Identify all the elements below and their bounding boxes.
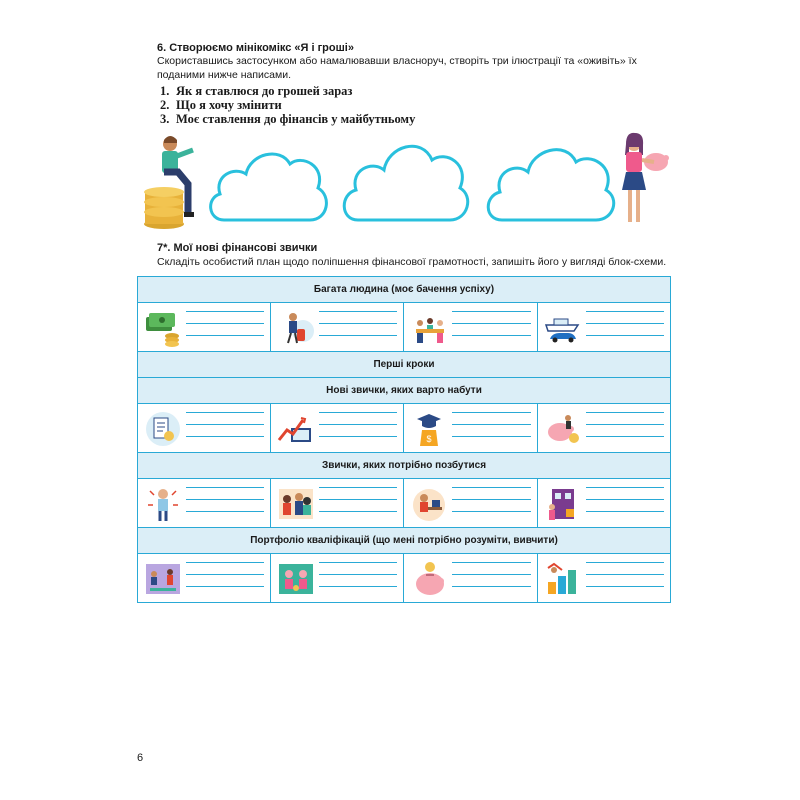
shopping-icon xyxy=(544,485,582,523)
task7-title: 7*. Мої нові фінансові звички xyxy=(157,242,318,254)
table-cell[interactable] xyxy=(138,303,271,352)
table-cell[interactable] xyxy=(271,303,404,352)
task6-list xyxy=(160,84,415,126)
growth-chart-icon xyxy=(277,410,315,448)
band-qualifications: Портфоліо кваліфікацій (що мені потрібно розуміти, вивчити) xyxy=(138,528,671,554)
table-cell[interactable] xyxy=(271,479,404,528)
list-item: 2. Що я хочу змінити xyxy=(160,98,282,112)
band-first-steps: Перші кроки xyxy=(138,352,671,378)
task6-text: Скориставшись застосунком або намалювавши власноруч, створіть три ілюстрації та «оживіть» їх поданими нижче написами. xyxy=(157,55,637,81)
page-number: 6 xyxy=(137,752,144,764)
table-cell[interactable] xyxy=(537,303,670,352)
table-cell[interactable] xyxy=(138,404,271,453)
graduation-money-icon xyxy=(410,410,448,448)
table-cell[interactable] xyxy=(404,303,537,352)
list-item: 1. Як я ставлюся до грошей зараз xyxy=(160,84,353,98)
team-bars-icon xyxy=(144,560,182,598)
task6-title: 6. Створюємо мінікомікс «Я і гроші» xyxy=(157,42,354,54)
cloud-frame-2 xyxy=(336,128,474,230)
money-stack-icon xyxy=(144,309,182,347)
svg-text:$: $ xyxy=(426,434,432,444)
band-rich-person: Багата людина (моє бачення успіху) xyxy=(138,277,671,303)
table-cell[interactable] xyxy=(271,554,404,603)
task7-text: Складіть особистий план щодо поліпшення фінансової грамотності, запишіть його у вигляді блок-схеми. xyxy=(157,256,667,268)
table-cell[interactable] xyxy=(404,554,537,603)
pink-people-icon xyxy=(277,560,315,598)
table-cell[interactable] xyxy=(537,554,670,603)
table-cell[interactable] xyxy=(404,479,537,528)
document-coin-icon xyxy=(144,410,182,448)
table-cell[interactable] xyxy=(537,404,670,453)
person-desk-icon xyxy=(410,485,448,523)
crowd-icon xyxy=(277,485,315,523)
table-cell[interactable] xyxy=(138,554,271,603)
table-cell[interactable] xyxy=(537,479,670,528)
woman-piggy-illustration xyxy=(612,132,672,228)
band-new-habits: Нові звички, яких варто набути xyxy=(138,378,671,404)
band-habits-to-quit: Звички, яких потрібно позбутися xyxy=(138,453,671,479)
piggy-coin-icon xyxy=(410,560,448,598)
stressed-person-icon xyxy=(144,485,182,523)
list-item: 3. Моє ставлення до фінансів у майбутньому xyxy=(160,112,416,126)
man-on-coins-illustration xyxy=(140,132,206,232)
table-cell[interactable] xyxy=(271,404,404,453)
cloud-frame-3 xyxy=(480,130,620,230)
piggy-bank-icon xyxy=(544,410,582,448)
habits-flowchart-table xyxy=(137,276,671,603)
traveler-icon xyxy=(277,309,315,347)
table-cell[interactable] xyxy=(404,404,537,453)
yacht-car-icon xyxy=(544,309,582,347)
chart-blocks-icon xyxy=(544,560,582,598)
family-dinner-icon xyxy=(410,309,448,347)
cloud-frame-1 xyxy=(202,136,332,230)
table-cell[interactable] xyxy=(138,479,271,528)
